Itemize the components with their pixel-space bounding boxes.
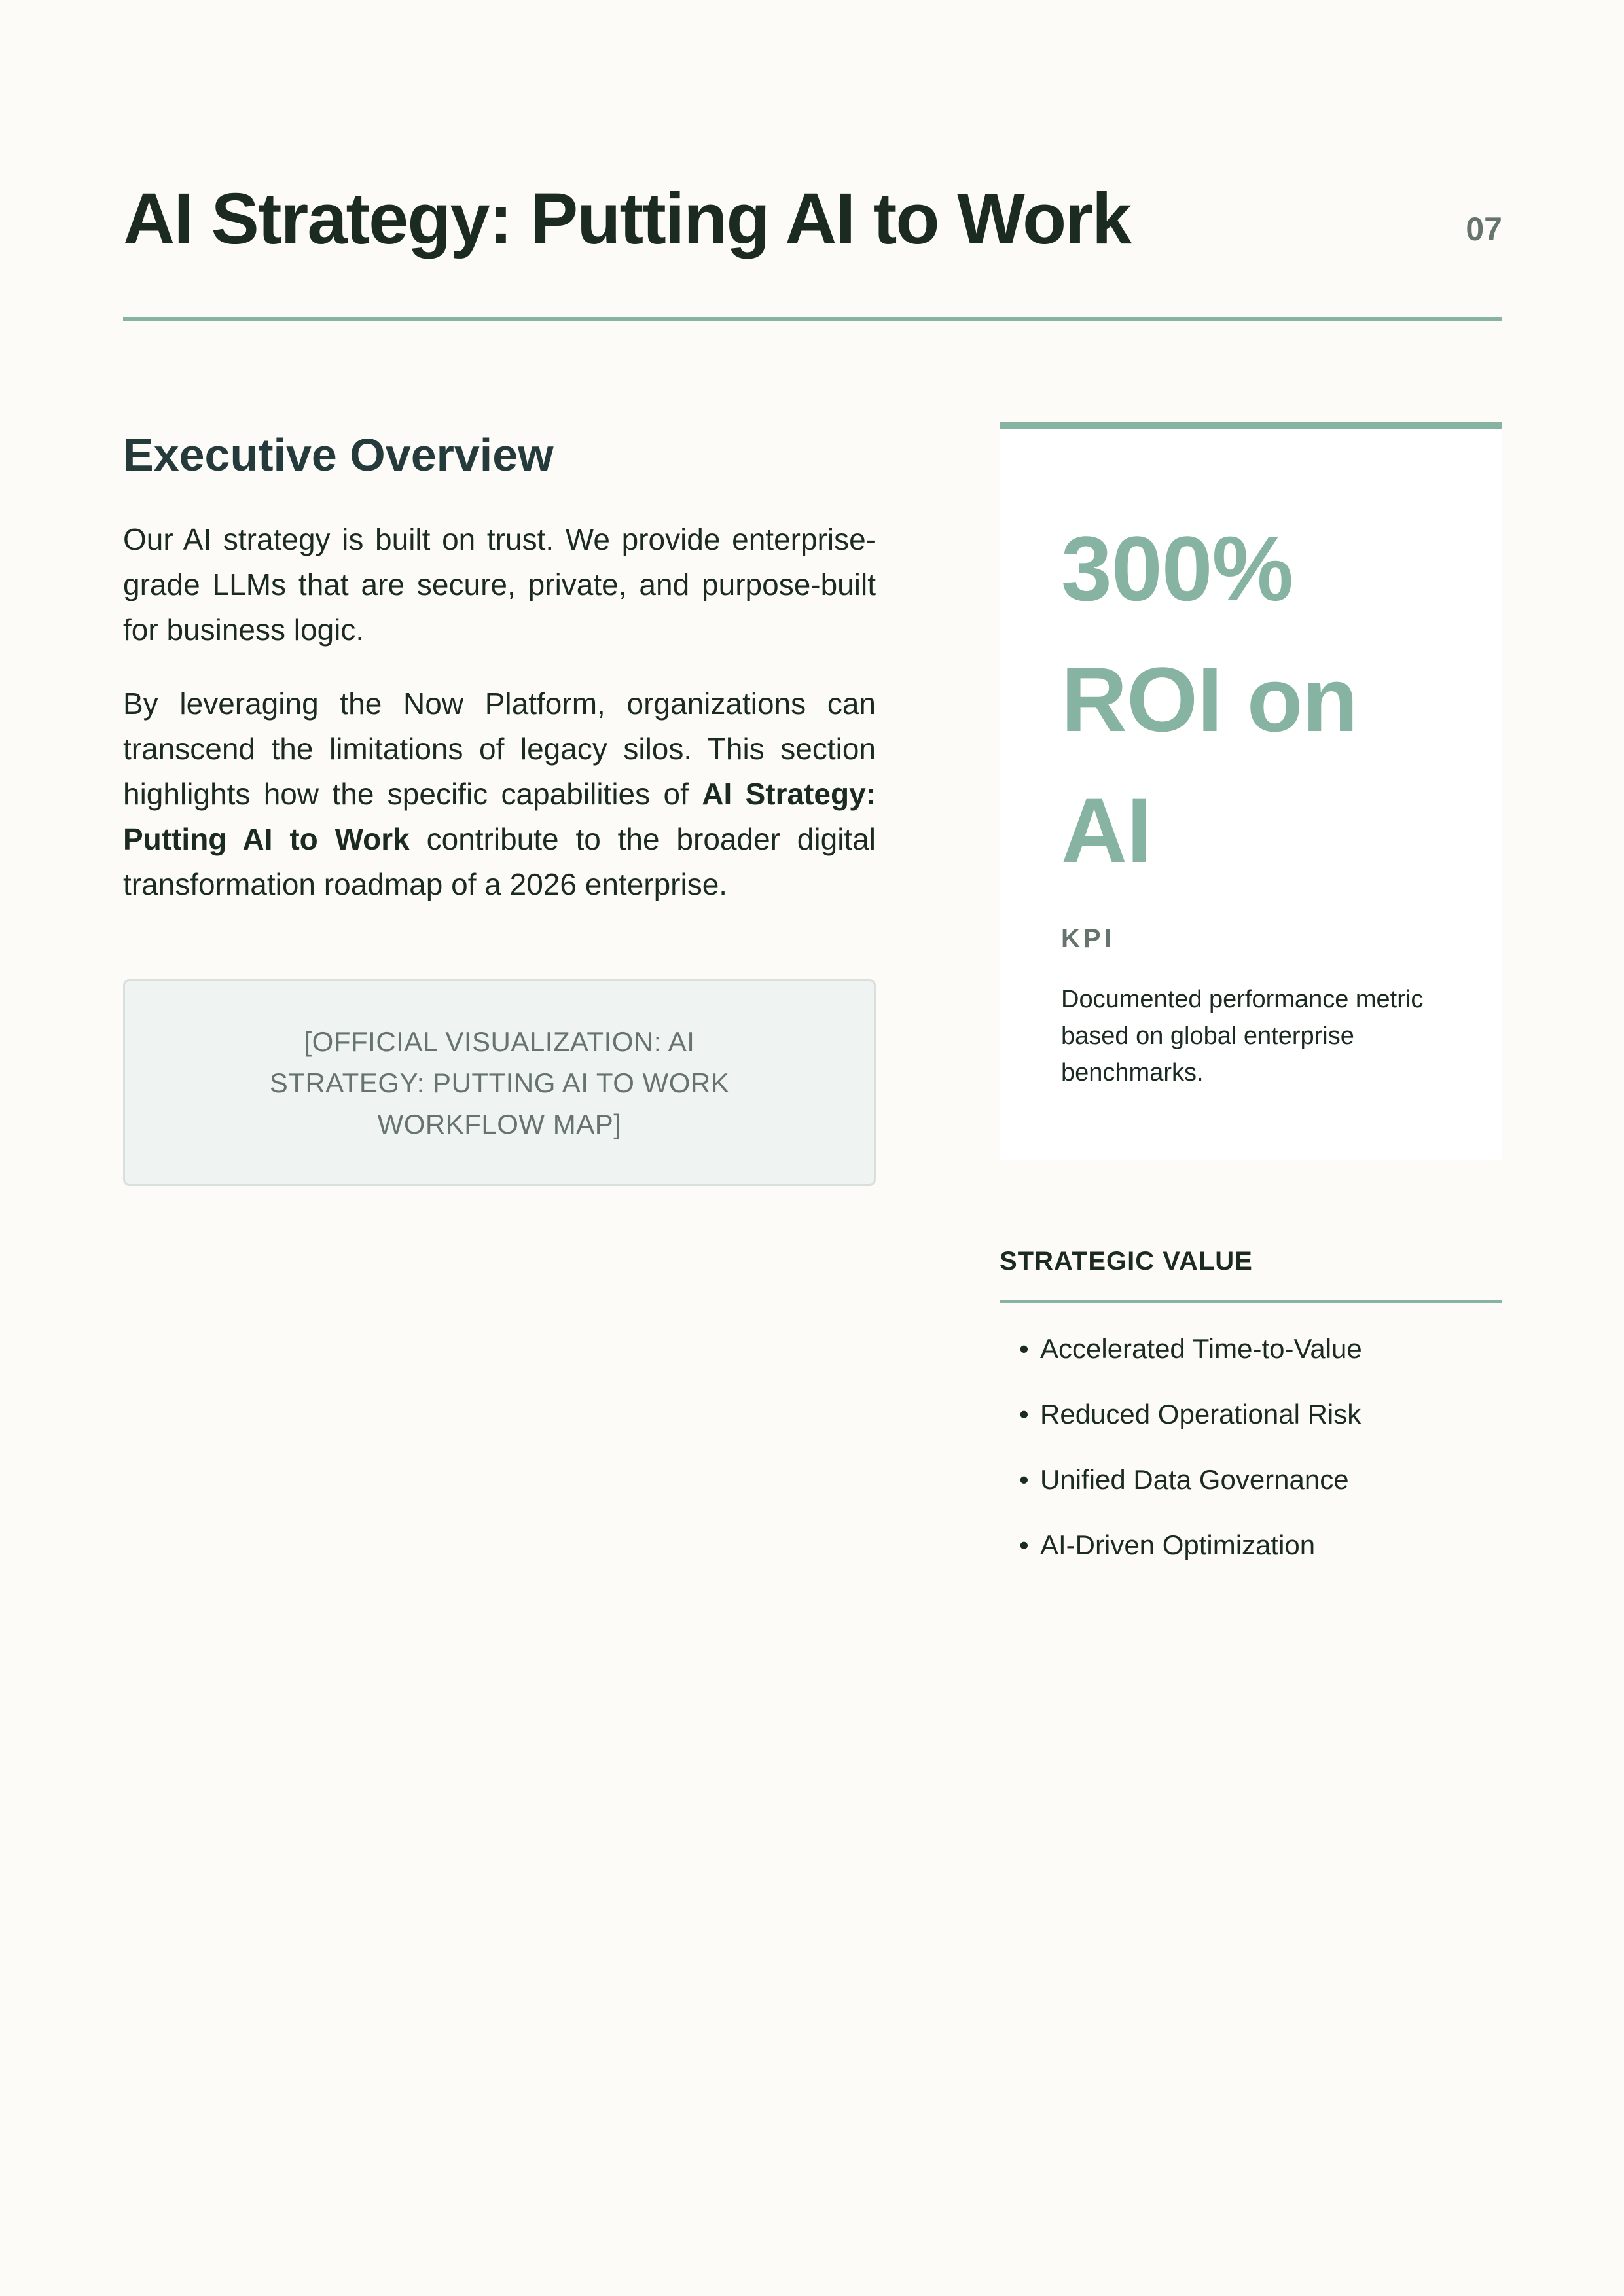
list-item: • Accelerated Time-to-Value [1000,1329,1502,1369]
kpi-description: Documented performance metric based on global enterprise benchmarks. [1061,986,1424,1086]
paragraph-2-text-end: contribute to the broader digital transformation roadmap of a 2026 enterprise. [123,822,876,901]
bullet-icon: • [1019,1399,1029,1429]
sidebar [1000,422,1502,1591]
bullet-icon: • [1019,1530,1029,1560]
overview-paragraph-1: Our AI strategy is built on trust. We provide enterprise-grade LLMs that are secure, private, and purpose-built for business logic. [123,522,876,647]
paragraph-2-text-start: By leveraging the Now Platform, organizations can transcend the limitations of legacy silos. This section highlights how the specific capabilities of [123,687,876,811]
bullet-icon: • [1019,1333,1029,1364]
overview-paragraph-2 [123,681,876,907]
document-page [123,0,1502,2296]
page-header [123,173,1502,321]
strategic-value-heading: STRATEGIC VALUE [1000,1242,1502,1303]
executive-overview-section [123,419,876,1186]
list-item: • AI-Driven Optimization [1000,1526,1502,1565]
list-item: • Reduced Operational Risk [1000,1395,1502,1434]
kpi-label: KPI [1061,924,1115,953]
page-number: 07 [1466,211,1502,247]
document-title: AI Strategy: Putting AI to Work [123,179,1131,259]
section-heading: Executive Overview [123,429,554,480]
paragraph-2-bold-title: AI Strategy: Putting AI to Work [123,777,876,856]
strategic-value-list [1000,1329,1502,1565]
kpi-card [1000,422,1502,1160]
visualization-placeholder [123,979,876,1186]
list-item: • Unified Data Governance [1000,1460,1502,1499]
kpi-value: 300% ROI on AI [1061,517,1358,882]
visualization-placeholder-text: [OFFICIAL VISUALIZATION: AI STRATEGY: PUTTING AI TO WORK WORKFLOW MAP] [269,1026,730,1139]
strategic-value-section [1000,1242,1502,1565]
bullet-icon: • [1019,1464,1029,1495]
